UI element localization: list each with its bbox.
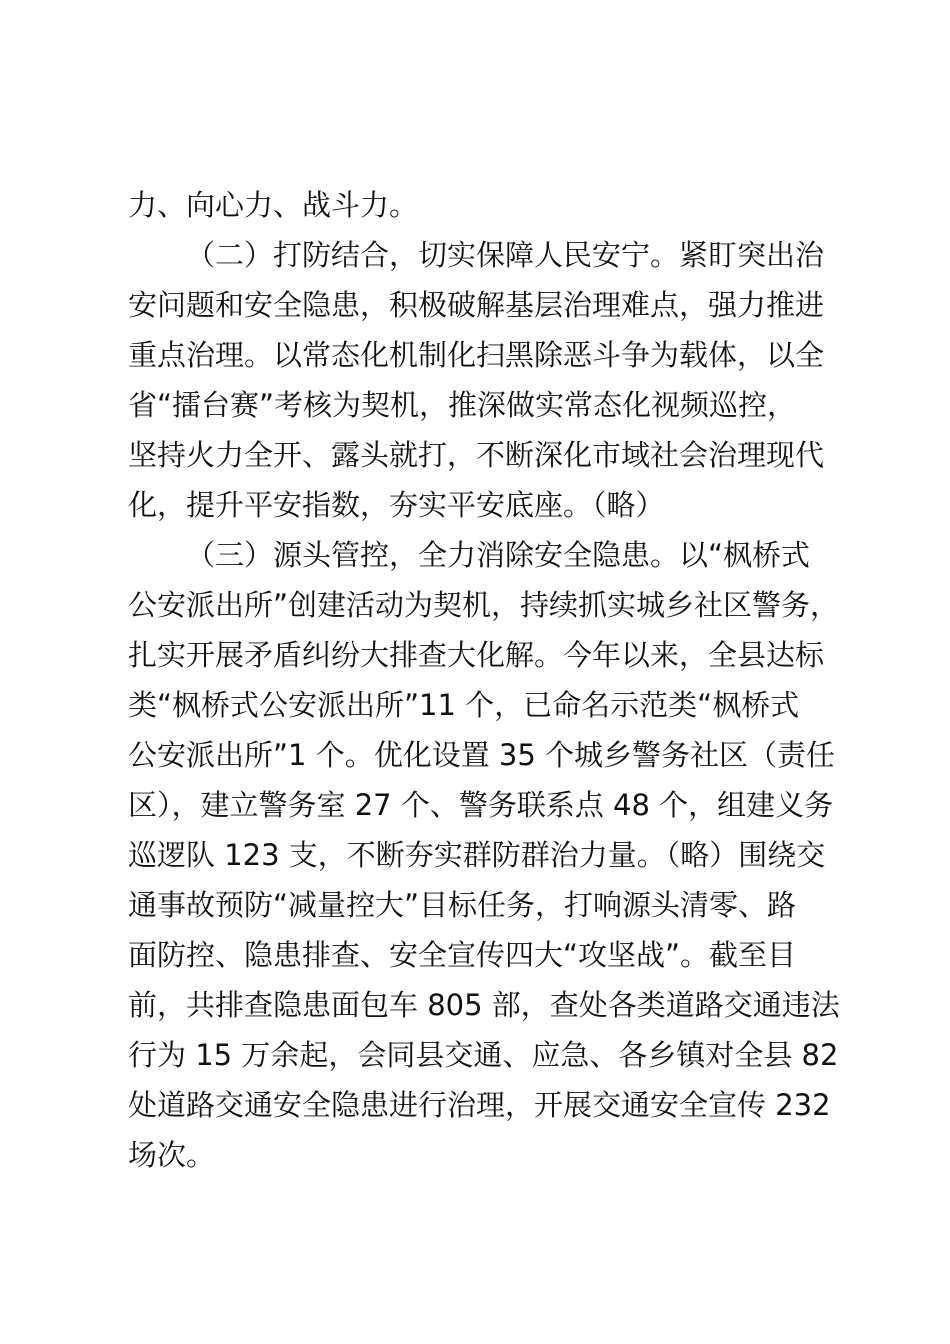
section-heading-line: （二）打防结合，切实保障人民安宁。紧盯突出治 [186,238,825,272]
text-line: 处道路交通安全隐患进行治理，开展交通安全宣传 232 [128,1088,831,1122]
text-line: 公安派出所”1 个。优化设置 35 个城乡警务社区（责任 [128,738,836,772]
text-line: 重点治理。以常态化机制化扫黑除恶斗争为载体，以全 [128,338,825,372]
text-line: 通事故预防“减量控大”目标任务，打响源头清零、路 [128,888,797,922]
text-line: 扎实开展矛盾纠纷大排查大化解。今年以来，全县达标 [128,638,825,672]
text-line: 公安派出所”创建活动为契机，持续抓实城乡社区警务， [128,588,840,622]
text-line: 力、向心力、战斗力。 [128,188,419,222]
text-line: 坚持火力全开、露头就打，不断深化市域社会治理现代 [128,438,825,472]
text-line: 面防控、隐患排查、安全宣传四大“攻坚战”。截至目 [128,938,797,972]
text-line: 安问题和安全隐患，积极破解基层治理难点，强力推进 [128,288,825,322]
text-line: 场次。 [128,1138,216,1172]
section-heading-line: （三）源头管控，全力消除安全隐患。以“枫桥式 [186,538,811,572]
text-line: 前，共排查隐患面包车 805 部，查处各类道路交通违法 [128,988,840,1022]
document-body [128,180,840,1180]
text-line: 化，提升平安指数，夯实平安底座。（略） [128,488,665,522]
text-line: 巡逻队 123 支，不断夯实群防群治力量。（略）围绕交 [128,838,826,872]
text-line: 行为 15 万余起，会同县交通、应急、各乡镇对全县 82 [128,1038,839,1072]
text-line: 省“擂台赛”考核为契机，推深做实常态化视频巡控， [128,388,797,422]
text-line: 类“枫桥式公安派出所”11 个，已命名示范类“枫桥式 [128,688,800,722]
text-line: 区），建立警务室 27 个、警务联系点 48 个，组建义务 [128,788,834,822]
